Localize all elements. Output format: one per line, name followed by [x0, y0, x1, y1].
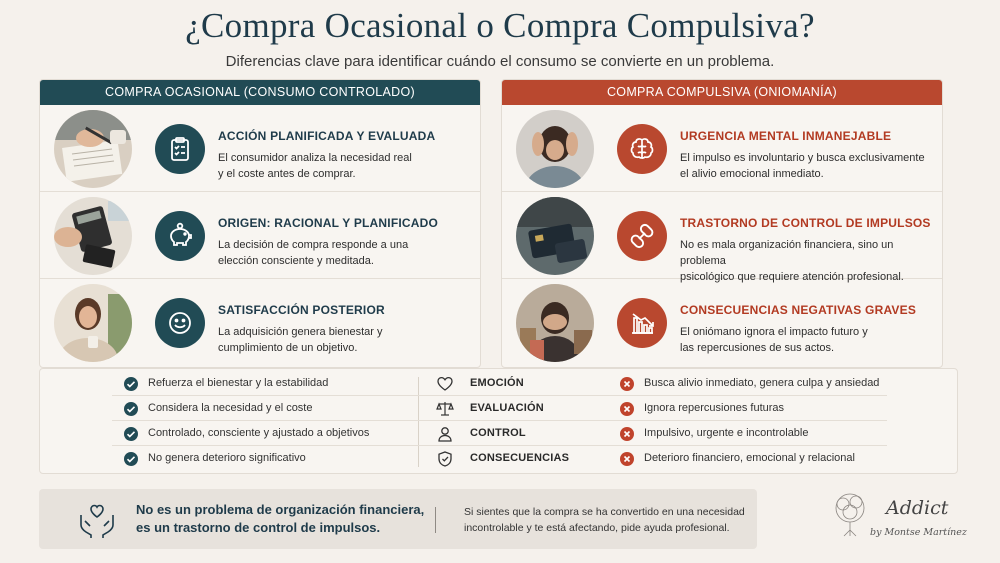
brand-logo — [824, 488, 974, 548]
compulsive-row — [502, 192, 942, 283]
photo-calculator-phone — [54, 197, 132, 275]
photo-planning-notebook — [54, 110, 132, 188]
page-title: ¿Compra Ocasional o Compra Compulsiva? — [185, 6, 815, 45]
row-title: CONSECUENCIAS NEGATIVAS GRAVES — [680, 303, 917, 317]
comparison-label: EMOCIÓN — [470, 377, 524, 389]
shield-icon — [436, 450, 454, 468]
page-subtitle: Diferencias clave para identificar cuándo el consumo se convierte en un problema. — [225, 53, 775, 70]
occasional-trait: Controlado, consciente y ajustado a objetivos — [148, 427, 370, 439]
brain-icon — [617, 124, 667, 174]
comparison-label: CONSECUENCIAS — [470, 452, 570, 464]
check-icon — [124, 427, 138, 441]
occasional-row — [40, 279, 480, 366]
occasional-purchase-panel — [39, 79, 481, 368]
photo-stressed-woman — [516, 110, 594, 188]
row-title: ACCIÓN PLANIFICADA Y EVALUADA — [218, 129, 436, 143]
compulsive-trait: Busca alivio inmediato, genera culpa y ansiedad — [644, 377, 880, 389]
occasional-trait: No genera deterioro significativo — [148, 452, 306, 464]
clipboard-checklist-icon — [155, 124, 205, 174]
row-title: ORIGEN: RACIONAL Y PLANIFICADO — [218, 216, 439, 230]
cross-icon — [620, 377, 634, 391]
cross-icon — [620, 452, 634, 466]
declining-chart-icon — [617, 298, 667, 348]
cross-icon — [620, 402, 634, 416]
occasional-trait: Considera la necesidad y el coste — [148, 402, 313, 414]
occasional-trait: Refuerza el bienestar y la estabilidad — [148, 377, 329, 389]
logo-name: Addict — [886, 497, 949, 519]
comparison-table — [39, 368, 958, 474]
compulsive-purchase-panel — [501, 79, 943, 368]
smiley-face-icon — [155, 298, 205, 348]
check-icon — [124, 377, 138, 391]
comparison-row-emotion — [40, 371, 959, 396]
footer-divider — [435, 507, 436, 533]
compulsive-trait: Deterioro financiero, emocional y relacional — [644, 452, 855, 464]
logo-byline: by Montse Martínez — [870, 527, 967, 538]
scale-icon — [436, 400, 454, 418]
comparison-row-evaluation — [40, 396, 959, 421]
cross-icon — [620, 427, 634, 441]
photo-woman-shopping-bags — [516, 284, 594, 362]
row-title: URGENCIA MENTAL INMANEJABLE — [680, 129, 892, 143]
check-icon — [124, 402, 138, 416]
row-description: El oniómano ignora el impacto futuro y las repercusiones de sus actos. — [680, 326, 868, 354]
row-description: No es mala organización financiera, sino un problema psicológico que requiere atención profesional. — [680, 239, 904, 283]
row-description: El consumidor analiza la necesidad real y el coste antes de comprar. — [218, 152, 412, 180]
piggy-bank-icon — [155, 211, 205, 261]
photo-credit-card — [516, 197, 594, 275]
compulsive-trait: Ignora repercusiones futuras — [644, 402, 785, 414]
compulsive-panel-heading: COMPRA COMPULSIVA (ONIOMANÍA) — [502, 80, 942, 105]
compulsive-row — [502, 105, 942, 192]
row-title: TRASTORNO DE CONTROL DE IMPULSOS — [680, 216, 931, 230]
comparison-label: CONTROL — [470, 427, 526, 439]
broken-chain-icon — [617, 211, 667, 261]
footer-advice: Si sientes que la compra se ha convertido en una necesidad incontrolable y te está afectando, pide ayuda profesional. — [464, 506, 745, 534]
occasional-row — [40, 192, 480, 279]
tree-icon — [828, 490, 872, 540]
photo-smiling-woman — [54, 284, 132, 362]
check-icon — [124, 452, 138, 466]
occasional-panel-heading: COMPRA OCASIONAL (CONSUMO CONTROLADO) — [40, 80, 480, 105]
heart-icon — [436, 375, 454, 393]
footer-key-message: No es un problema de organización financiera, es un trastorno de control de impulsos. — [136, 502, 425, 535]
occasional-row — [40, 105, 480, 192]
person-icon — [436, 425, 454, 443]
compulsive-trait: Impulsivo, urgente e incontrolable — [644, 427, 809, 439]
row-description: La adquisición genera bienestar y cumplimiento de un objetivo. — [218, 326, 383, 354]
row-title: SATISFACCIÓN POSTERIOR — [218, 303, 385, 317]
comparison-row-control — [40, 421, 959, 446]
comparison-label: EVALUACIÓN — [470, 402, 544, 414]
row-description: El impulso es involuntario y busca exclusivamente el alivio emocional inmediato. — [680, 152, 925, 180]
heart-in-hands-icon — [75, 497, 119, 541]
comparison-row-consequences — [40, 446, 959, 471]
row-description: La decisión de compra responde a una elección consciente y meditada. — [218, 239, 409, 267]
footer-callout — [39, 489, 757, 549]
compulsive-row — [502, 279, 942, 366]
